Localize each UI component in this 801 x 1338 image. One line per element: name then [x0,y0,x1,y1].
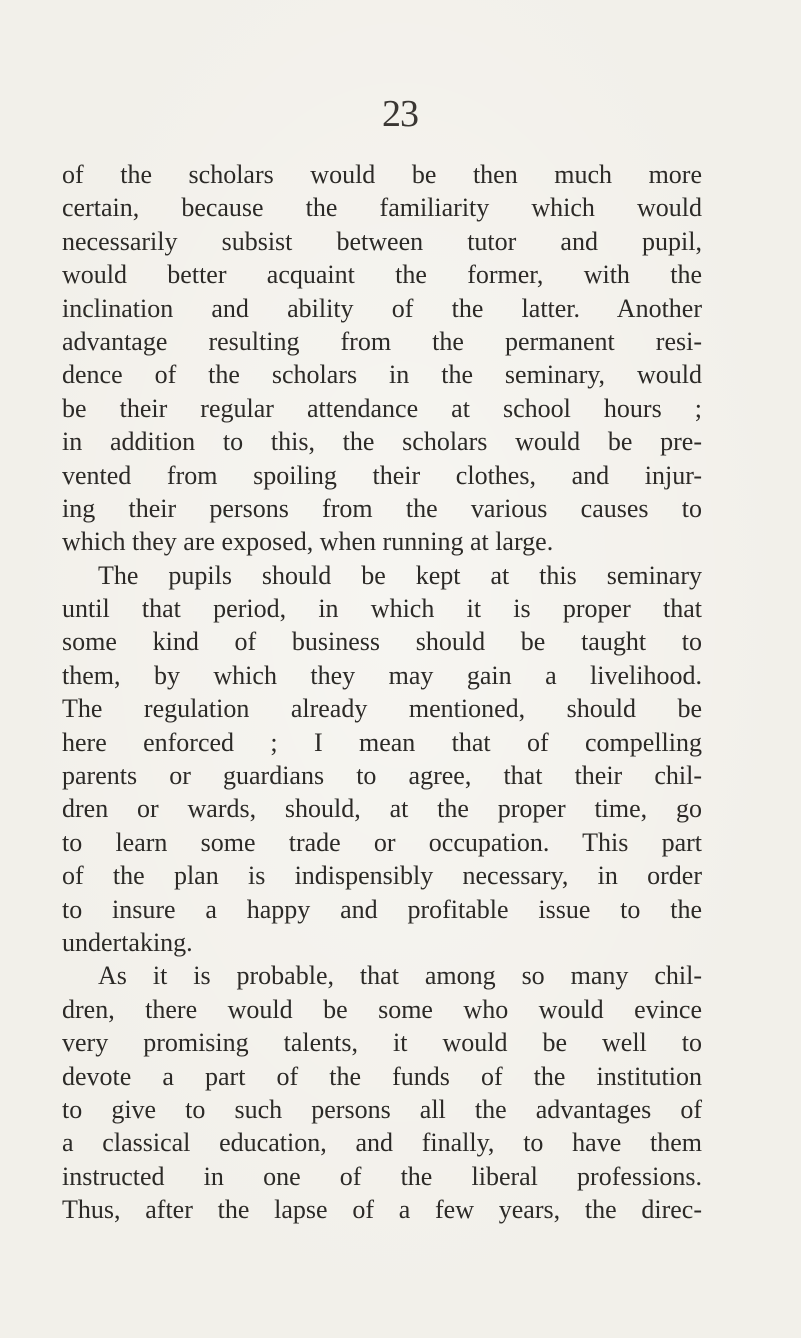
text-line: in addition to this, the scholars would be pre- [62,427,702,457]
text-line: which they are exposed, when running at large. [62,527,554,557]
text-line: necessarily subsist between tutor and pupil, [62,226,702,256]
text-line: of the scholars would be then much more [62,160,702,189]
text-line: certain, because the familiarity which would [62,193,702,223]
text-line: dren, there would be some who would evince [62,994,702,1024]
text-line: undertaking. [62,927,193,957]
text-line: devote a part of the funds of the institution [62,1061,702,1091]
text-line: to give to such persons all the advantages of [62,1094,702,1124]
text-line: of the plan is indispensibly necessary, in order [62,861,702,891]
text-line: advantage resulting from the permanent resi- [62,326,702,356]
body-text [62,158,702,1227]
text-line: be their regular attendance at school hours ; [62,393,702,423]
text-line: dren or wards, should, at the proper time, go [62,794,702,824]
text-line: them, by which they may gain a livelihood. [62,660,702,690]
text-line: parents or guardians to agree, that their chil- [62,761,702,791]
page-number: 23 [382,93,418,135]
text-line: a classical education, and finally, to have them [62,1128,702,1158]
text-line: The pupils should be kept at this seminary [98,560,702,590]
text-line: here enforced ; I mean that of compelling [62,727,702,757]
text-line: to insure a happy and profitable issue to the [62,894,702,924]
text-line: instructed in one of the liberal professions. [62,1161,702,1191]
text-line: very promising talents, it would be well to [62,1028,702,1058]
text-line: to learn some trade or occupation. This part [62,827,702,857]
text-line: ing their persons from the various causes to [62,493,702,523]
text-line: Thus, after the lapse of a few years, the direc- [62,1195,702,1225]
text-line: inclination and ability of the latter. Another [62,293,702,323]
text-line: until that period, in which it is proper that [62,594,702,624]
text-line: dence of the scholars in the seminary, would [62,360,702,390]
text-line: The regulation already mentioned, should be [62,694,702,724]
text-line: would better acquaint the former, with the [62,260,702,290]
text-line: some kind of business should be taught to [62,627,702,657]
text-line: vented from spoiling their clothes, and injur- [62,460,702,490]
text-line: As it is probable, that among so many chil- [98,961,702,991]
